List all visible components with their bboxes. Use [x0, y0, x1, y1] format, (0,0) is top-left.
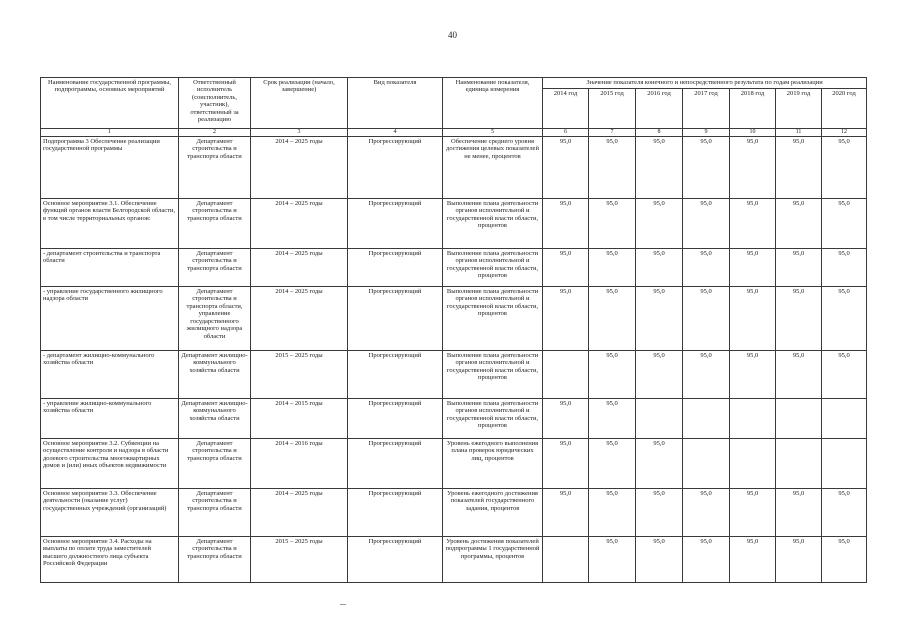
table-row: [41, 439, 867, 489]
year-value-cell: 95,0: [730, 137, 776, 199]
table-row: [41, 399, 867, 439]
indicator-name: Выполнение плана деятельности органов исполнительной и государственной власти области, процентов: [443, 287, 543, 351]
year-value-cell: 95,0: [776, 489, 822, 537]
year-value-cell: 95,0: [776, 199, 822, 249]
measure-name: - управление жилищно-коммунального хозяйства области: [41, 399, 179, 439]
year-value-cell: 95,0: [589, 537, 636, 583]
header-row-top: [41, 78, 867, 89]
table-row: [41, 351, 867, 399]
year-value-cell: 95,0: [776, 537, 822, 583]
year-value-cell: 95,0: [543, 199, 589, 249]
year-value-cell: 95,0: [776, 287, 822, 351]
implementation-period: 2015 – 2025 годы: [251, 537, 348, 583]
year-value-cell: 95,0: [730, 489, 776, 537]
year-value-cell: [730, 439, 776, 489]
year-value-cell: [822, 399, 867, 439]
implementation-period: 2014 – 2015 годы: [251, 399, 348, 439]
implementation-period: 2015 – 2025 годы: [251, 351, 348, 399]
header-values-group: Значение показателя конечного и непосредственного результата по годам реализации: [543, 78, 867, 89]
scan-mark: [340, 604, 346, 605]
indicator-name: Выполнение плана деятельности органов исполнительной и государственной власти области, процентов: [443, 249, 543, 287]
header-name: Наименование государственной программы, подпрограммы, основных мероприятий: [41, 78, 179, 129]
measure-name: - управление государственного жилищного надзора области: [41, 287, 179, 351]
year-value-cell: 95,0: [589, 489, 636, 537]
year-value-cell: 95,0: [543, 287, 589, 351]
indicator-type: Прогрессирующий: [348, 351, 443, 399]
year-value-cell: 95,0: [683, 489, 730, 537]
year-value-cell: 95,0: [730, 287, 776, 351]
implementation-period: 2014 – 2025 годы: [251, 199, 348, 249]
year-value-cell: 95,0: [636, 249, 683, 287]
year-value-cell: 95,0: [822, 489, 867, 537]
header-period: Срок реализации (начало, завершение): [251, 78, 348, 129]
year-value-cell: 95,0: [636, 137, 683, 199]
header-year: 2014 год: [543, 89, 589, 129]
table-row: [41, 489, 867, 537]
measure-name: Основное мероприятие 3.4. Расходы на выплаты по оплате труда заместителей высшего должностного лица субъекта Российской Федерации: [41, 537, 179, 583]
responsible-executor: Департамент строительства и транспорта области, управление государственного жилищного надзора области: [179, 287, 251, 351]
measure-name: Основное мероприятие 3.3. Обеспечение деятельности (оказание услуг) государственных учреждений (организаций): [41, 489, 179, 537]
column-number: 1: [41, 129, 179, 137]
year-value-cell: 95,0: [589, 199, 636, 249]
header-type: Вид показателя: [348, 78, 443, 129]
column-number-row: [41, 129, 867, 137]
year-value-cell: 95,0: [636, 489, 683, 537]
implementation-period: 2014 – 2025 годы: [251, 489, 348, 537]
column-number: 12: [822, 129, 867, 137]
year-value-cell: 95,0: [543, 249, 589, 287]
column-number: 7: [589, 129, 636, 137]
indicator-type: Прогрессирующий: [348, 199, 443, 249]
year-value-cell: 95,0: [543, 399, 589, 439]
year-value-cell: 95,0: [822, 537, 867, 583]
measure-name: - департамент жилищно-коммунального хозяйства области: [41, 351, 179, 399]
indicator-name: Выполнение плана деятельности органов исполнительной и государственной власти области, процентов: [443, 399, 543, 439]
year-value-cell: 95,0: [589, 137, 636, 199]
column-number: 6: [543, 129, 589, 137]
indicator-name: Уровень ежегодного достижения показателей государственного задания, процентов: [443, 489, 543, 537]
responsible-executor: Департамент строительства и транспорта области: [179, 249, 251, 287]
indicator-type: Прогрессирующий: [348, 439, 443, 489]
year-value-cell: [543, 537, 589, 583]
indicator-name: Выполнение плана деятельности органов исполнительной и государственной власти области, процентов: [443, 199, 543, 249]
header-responsible: Ответственный исполнитель (соисполнитель, участник), ответственный за реализацию: [179, 78, 251, 129]
page-number: 40: [448, 30, 457, 40]
column-number: 3: [251, 129, 348, 137]
year-value-cell: 95,0: [589, 249, 636, 287]
indicator-type: Прогрессирующий: [348, 287, 443, 351]
measure-name: - департамент строительства и транспорта области: [41, 249, 179, 287]
implementation-period: 2014 – 2025 годы: [251, 137, 348, 199]
year-value-cell: 95,0: [822, 351, 867, 399]
year-value-cell: 95,0: [683, 287, 730, 351]
table-row: [41, 137, 867, 199]
year-value-cell: 95,0: [730, 537, 776, 583]
year-value-cell: 95,0: [683, 249, 730, 287]
year-value-cell: [543, 351, 589, 399]
responsible-executor: Департамент жилищно-коммунального хозяйства области: [179, 351, 251, 399]
responsible-executor: Департамент жилищно-коммунального хозяйства области: [179, 399, 251, 439]
indicator-type: Прогрессирующий: [348, 399, 443, 439]
year-value-cell: 95,0: [543, 489, 589, 537]
indicator-type: Прогрессирующий: [348, 137, 443, 199]
header-year: 2020 год: [822, 89, 867, 129]
year-value-cell: 95,0: [776, 351, 822, 399]
year-value-cell: 95,0: [683, 137, 730, 199]
indicator-type: Прогрессирующий: [348, 537, 443, 583]
indicator-name: Выполнение плана деятельности органов исполнительной и государственной власти области, процентов: [443, 351, 543, 399]
measure-name: Подпрограмма 3 Обеспечение реализации государственной программы: [41, 137, 179, 199]
table-row: [41, 537, 867, 583]
year-value-cell: 95,0: [683, 199, 730, 249]
year-value-cell: [730, 399, 776, 439]
year-value-cell: 95,0: [636, 287, 683, 351]
year-value-cell: 95,0: [636, 439, 683, 489]
year-value-cell: 95,0: [776, 137, 822, 199]
measure-name: Основное мероприятие 3.2. Субвенции на осуществление контроля и надзора в области долевого строительства многоквартирных домов и (или) иных объектов недвижимости: [41, 439, 179, 489]
responsible-executor: Департамент строительства и транспорта области: [179, 489, 251, 537]
responsible-executor: Департамент строительства и транспорта области: [179, 439, 251, 489]
year-value-cell: 95,0: [730, 351, 776, 399]
table-row: [41, 249, 867, 287]
header-indicator: Наименование показателя, единица измерения: [443, 78, 543, 129]
year-value-cell: 95,0: [543, 137, 589, 199]
year-value-cell: 95,0: [730, 249, 776, 287]
year-value-cell: 95,0: [636, 537, 683, 583]
header-year: 2015 год: [589, 89, 636, 129]
indicator-type: Прогрессирующий: [348, 249, 443, 287]
column-number: 9: [683, 129, 730, 137]
measure-name: Основное мероприятие 3.1. Обеспечение функций органов власти Белгородской области, в том числе территориальных органов:: [41, 199, 179, 249]
column-number: 4: [348, 129, 443, 137]
implementation-period: 2014 – 2016 годы: [251, 439, 348, 489]
table-row: [41, 199, 867, 249]
year-value-cell: [822, 439, 867, 489]
column-number: 8: [636, 129, 683, 137]
year-value-cell: 95,0: [730, 199, 776, 249]
column-number: 2: [179, 129, 251, 137]
year-value-cell: 95,0: [683, 351, 730, 399]
year-value-cell: [776, 439, 822, 489]
indicator-name: Уровень ежегодного выполнения плана проверок юридических лиц, процентов: [443, 439, 543, 489]
year-value-cell: 95,0: [822, 287, 867, 351]
year-value-cell: 95,0: [822, 199, 867, 249]
indicator-type: Прогрессирующий: [348, 489, 443, 537]
year-value-cell: 95,0: [822, 249, 867, 287]
header-year: 2017 год: [683, 89, 730, 129]
responsible-executor: Департамент строительства и транспорта области: [179, 137, 251, 199]
implementation-period: 2014 – 2025 годы: [251, 287, 348, 351]
year-value-cell: 95,0: [822, 137, 867, 199]
table-body: [41, 129, 867, 583]
implementation-period: 2014 – 2025 годы: [251, 249, 348, 287]
year-value-cell: [683, 399, 730, 439]
year-value-cell: 95,0: [543, 439, 589, 489]
column-number: 5: [443, 129, 543, 137]
year-value-cell: 95,0: [636, 199, 683, 249]
indicator-name: Обеспечение среднего уровня достижения целевых показателей не менее, процентов: [443, 137, 543, 199]
indicator-name: Уровень достижения показателей подпрограммы 1 государственной программы, процентов: [443, 537, 543, 583]
indicator-table: [40, 77, 867, 583]
table-row: [41, 287, 867, 351]
year-value-cell: 95,0: [776, 249, 822, 287]
header-year: 2016 год: [636, 89, 683, 129]
year-value-cell: 95,0: [589, 351, 636, 399]
year-value-cell: 95,0: [589, 439, 636, 489]
year-value-cell: [683, 439, 730, 489]
year-value-cell: [636, 399, 683, 439]
year-value-cell: 95,0: [589, 287, 636, 351]
responsible-executor: Департамент строительства и транспорта области: [179, 537, 251, 583]
year-value-cell: 95,0: [636, 351, 683, 399]
column-number: 10: [730, 129, 776, 137]
header-year: 2019 год: [776, 89, 822, 129]
year-value-cell: [776, 399, 822, 439]
header-year: 2018 год: [730, 89, 776, 129]
year-value-cell: 95,0: [683, 537, 730, 583]
responsible-executor: Департамент строительства и транспорта области: [179, 199, 251, 249]
year-value-cell: 95,0: [589, 399, 636, 439]
column-number: 11: [776, 129, 822, 137]
